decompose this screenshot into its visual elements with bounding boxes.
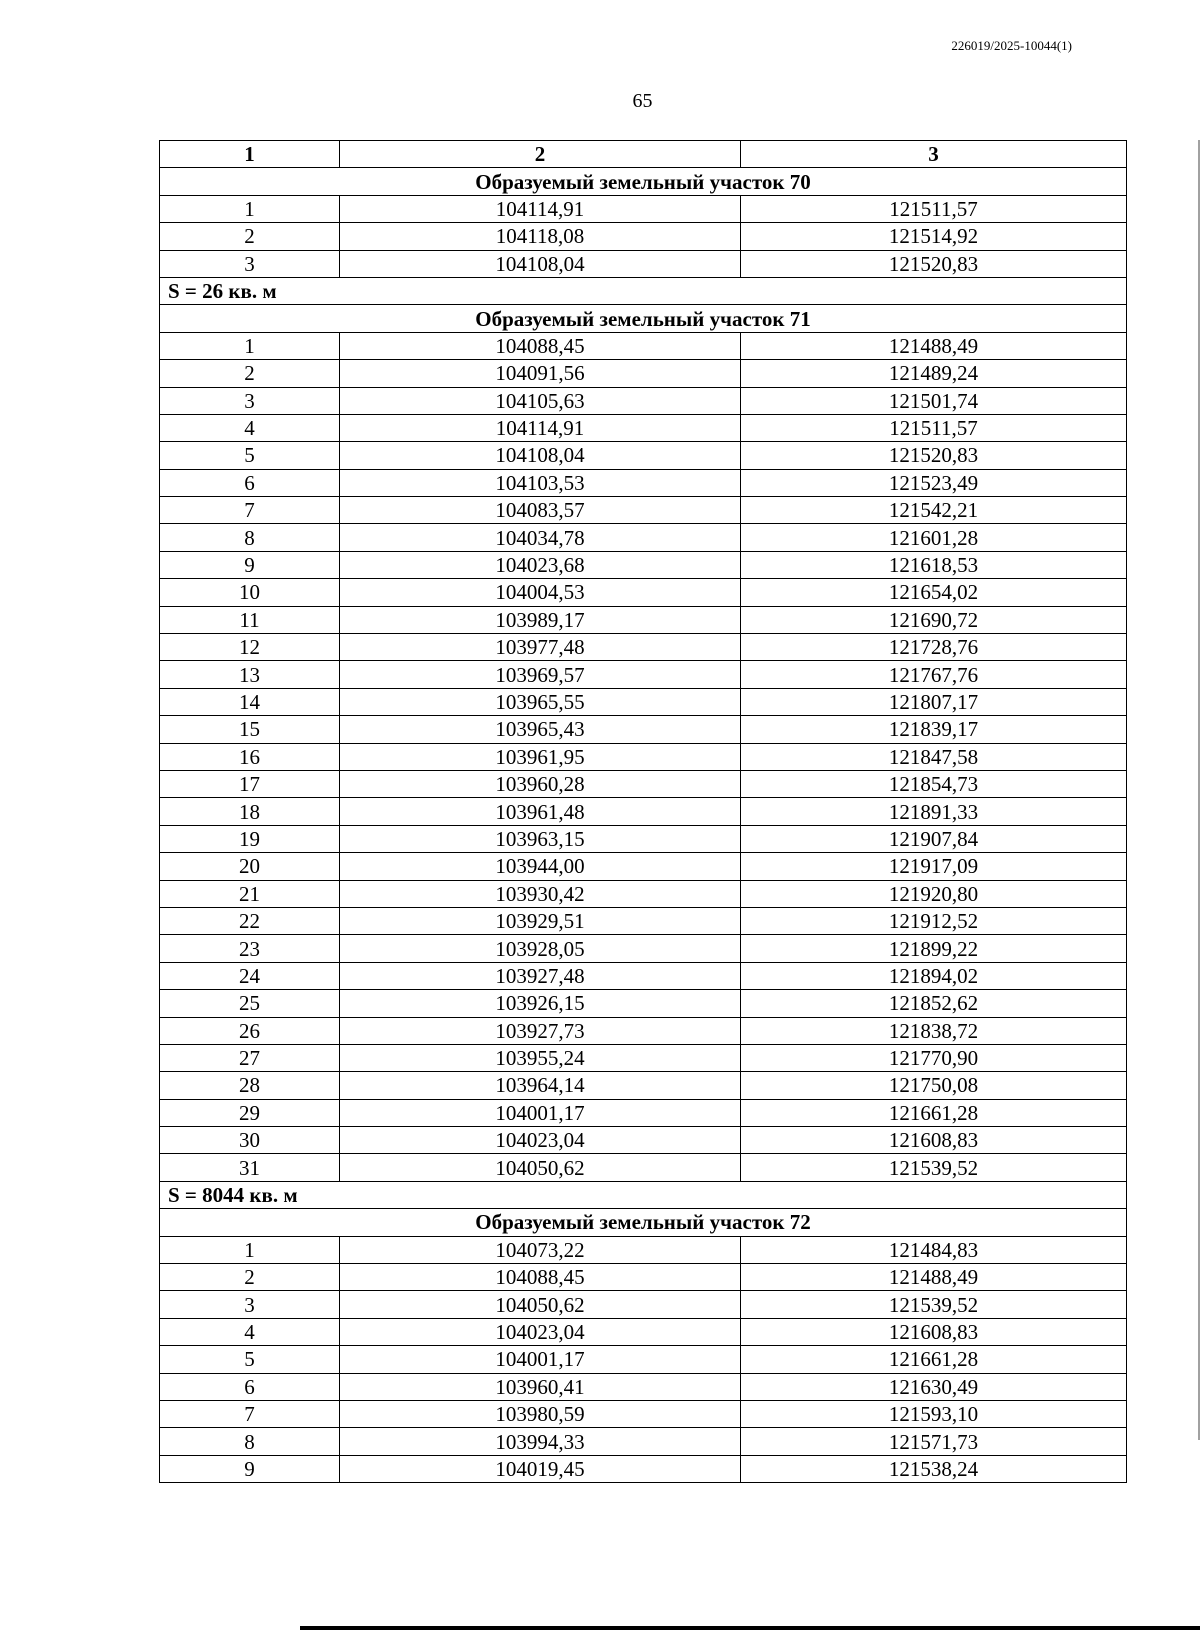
x-coordinate-cell: 103980,59 [340, 1400, 741, 1427]
coordinates-table [159, 140, 1127, 1483]
table-row [160, 1017, 1127, 1044]
header-cell-y: 3 [741, 141, 1127, 168]
y-coordinate-cell: 121750,08 [741, 1072, 1127, 1099]
y-coordinate-cell: 121770,90 [741, 1044, 1127, 1071]
y-coordinate-cell: 121899,22 [741, 935, 1127, 962]
point-number-cell: 7 [160, 1400, 340, 1427]
table-row [160, 551, 1127, 578]
parcel-section-row [160, 305, 1127, 332]
table-row [160, 442, 1127, 469]
y-coordinate-cell: 121488,49 [741, 332, 1127, 359]
table-row [160, 250, 1127, 277]
x-coordinate-cell: 104004,53 [340, 579, 741, 606]
y-coordinate-cell: 121690,72 [741, 606, 1127, 633]
x-coordinate-cell: 103963,15 [340, 825, 741, 852]
x-coordinate-cell: 103944,00 [340, 853, 741, 880]
parcel-area: S = 8044 кв. м [160, 1181, 1127, 1208]
y-coordinate-cell: 121489,24 [741, 360, 1127, 387]
x-coordinate-cell: 104073,22 [340, 1236, 741, 1263]
y-coordinate-cell: 121501,74 [741, 387, 1127, 414]
table-header-row [160, 141, 1127, 168]
table-row [160, 1455, 1127, 1482]
table-row [160, 414, 1127, 441]
x-coordinate-cell: 104050,62 [340, 1154, 741, 1181]
point-number-cell: 1 [160, 332, 340, 359]
y-coordinate-cell: 121728,76 [741, 634, 1127, 661]
table-row [160, 1400, 1127, 1427]
x-coordinate-cell: 103929,51 [340, 907, 741, 934]
point-number-cell: 6 [160, 469, 340, 496]
y-coordinate-cell: 121630,49 [741, 1373, 1127, 1400]
x-coordinate-cell: 104023,68 [340, 551, 741, 578]
table-row [160, 990, 1127, 1017]
x-coordinate-cell: 104114,91 [340, 414, 741, 441]
page-number: 65 [632, 90, 653, 112]
x-coordinate-cell: 103926,15 [340, 990, 741, 1017]
point-number-cell: 18 [160, 798, 340, 825]
table-row [160, 1291, 1127, 1318]
point-number-cell: 19 [160, 825, 340, 852]
table-row [160, 579, 1127, 606]
point-number-cell: 8 [160, 524, 340, 551]
x-coordinate-cell: 104088,45 [340, 332, 741, 359]
x-coordinate-cell: 103961,95 [340, 743, 741, 770]
point-number-cell: 4 [160, 414, 340, 441]
table-row [160, 1236, 1127, 1263]
point-number-cell: 4 [160, 1318, 340, 1345]
y-coordinate-cell: 121807,17 [741, 688, 1127, 715]
y-coordinate-cell: 121539,52 [741, 1291, 1127, 1318]
table-row [160, 497, 1127, 524]
x-coordinate-cell: 103955,24 [340, 1044, 741, 1071]
x-coordinate-cell: 103930,42 [340, 880, 741, 907]
point-number-cell: 6 [160, 1373, 340, 1400]
point-number-cell: 14 [160, 688, 340, 715]
x-coordinate-cell: 104019,45 [340, 1455, 741, 1482]
x-coordinate-cell: 104105,63 [340, 387, 741, 414]
parcel-title: Образуемый земельный участок 71 [160, 305, 1127, 332]
point-number-cell: 26 [160, 1017, 340, 1044]
point-number-cell: 22 [160, 907, 340, 934]
x-coordinate-cell: 104001,17 [340, 1346, 741, 1373]
x-coordinate-cell: 104034,78 [340, 524, 741, 551]
table-row [160, 1264, 1127, 1291]
table-row [160, 661, 1127, 688]
y-coordinate-cell: 121852,62 [741, 990, 1127, 1017]
x-coordinate-cell: 103960,28 [340, 770, 741, 797]
point-number-cell: 3 [160, 387, 340, 414]
table-row [160, 223, 1127, 250]
parcel-section-row [160, 1209, 1127, 1236]
x-coordinate-cell: 103977,48 [340, 634, 741, 661]
y-coordinate-cell: 121608,83 [741, 1127, 1127, 1154]
point-number-cell: 24 [160, 962, 340, 989]
x-coordinate-cell: 103965,55 [340, 688, 741, 715]
parcel-title: Образуемый земельный участок 72 [160, 1209, 1127, 1236]
bottom-rule [300, 1626, 1200, 1630]
x-coordinate-cell: 103989,17 [340, 606, 741, 633]
y-coordinate-cell: 121917,09 [741, 853, 1127, 880]
table-row [160, 1099, 1127, 1126]
x-coordinate-cell: 103927,48 [340, 962, 741, 989]
point-number-cell: 30 [160, 1127, 340, 1154]
y-coordinate-cell: 121894,02 [741, 962, 1127, 989]
x-coordinate-cell: 103928,05 [340, 935, 741, 962]
table-row [160, 853, 1127, 880]
point-number-cell: 11 [160, 606, 340, 633]
x-coordinate-cell: 104091,56 [340, 360, 741, 387]
document-number: 226019/2025-10044(1) [951, 38, 1072, 53]
x-coordinate-cell: 104050,62 [340, 1291, 741, 1318]
point-number-cell: 15 [160, 716, 340, 743]
y-coordinate-cell: 121891,33 [741, 798, 1127, 825]
y-coordinate-cell: 121907,84 [741, 825, 1127, 852]
point-number-cell: 5 [160, 1346, 340, 1373]
point-number-cell: 16 [160, 743, 340, 770]
table-row [160, 1373, 1127, 1400]
point-number-cell: 17 [160, 770, 340, 797]
x-coordinate-cell: 104103,53 [340, 469, 741, 496]
table-row [160, 634, 1127, 661]
point-number-cell: 12 [160, 634, 340, 661]
point-number-cell: 1 [160, 1236, 340, 1263]
x-coordinate-cell: 104023,04 [340, 1318, 741, 1345]
y-coordinate-cell: 121520,83 [741, 442, 1127, 469]
x-coordinate-cell: 103960,41 [340, 1373, 741, 1400]
table-row [160, 1072, 1127, 1099]
y-coordinate-cell: 121854,73 [741, 770, 1127, 797]
y-coordinate-cell: 121571,73 [741, 1428, 1127, 1455]
x-coordinate-cell: 104023,04 [340, 1127, 741, 1154]
point-number-cell: 29 [160, 1099, 340, 1126]
point-number-cell: 25 [160, 990, 340, 1017]
x-coordinate-cell: 104001,17 [340, 1099, 741, 1126]
y-coordinate-cell: 121542,21 [741, 497, 1127, 524]
point-number-cell: 9 [160, 551, 340, 578]
point-number-cell: 5 [160, 442, 340, 469]
x-coordinate-cell: 104083,57 [340, 497, 741, 524]
y-coordinate-cell: 121838,72 [741, 1017, 1127, 1044]
y-coordinate-cell: 121847,58 [741, 743, 1127, 770]
point-number-cell: 20 [160, 853, 340, 880]
y-coordinate-cell: 121920,80 [741, 880, 1127, 907]
parcel-section-row [160, 168, 1127, 195]
x-coordinate-cell: 103964,14 [340, 1072, 741, 1099]
point-number-cell: 28 [160, 1072, 340, 1099]
table-row [160, 716, 1127, 743]
x-coordinate-cell: 104108,04 [340, 250, 741, 277]
y-coordinate-cell: 121538,24 [741, 1455, 1127, 1482]
table-row [160, 360, 1127, 387]
x-coordinate-cell: 104108,04 [340, 442, 741, 469]
y-coordinate-cell: 121539,52 [741, 1154, 1127, 1181]
x-coordinate-cell: 103994,33 [340, 1428, 741, 1455]
y-coordinate-cell: 121618,53 [741, 551, 1127, 578]
y-coordinate-cell: 121608,83 [741, 1318, 1127, 1345]
y-coordinate-cell: 121511,57 [741, 414, 1127, 441]
coordinates-table-body [160, 141, 1127, 1483]
table-row [160, 1127, 1127, 1154]
y-coordinate-cell: 121523,49 [741, 469, 1127, 496]
y-coordinate-cell: 121839,17 [741, 716, 1127, 743]
point-number-cell: 23 [160, 935, 340, 962]
table-row [160, 524, 1127, 551]
point-number-cell: 9 [160, 1455, 340, 1482]
y-coordinate-cell: 121767,76 [741, 661, 1127, 688]
table-row [160, 1346, 1127, 1373]
point-number-cell: 10 [160, 579, 340, 606]
parcel-area: S = 26 кв. м [160, 277, 1127, 304]
parcel-title: Образуемый земельный участок 70 [160, 168, 1127, 195]
y-coordinate-cell: 121661,28 [741, 1099, 1127, 1126]
x-coordinate-cell: 104118,08 [340, 223, 741, 250]
point-number-cell: 3 [160, 250, 340, 277]
point-number-cell: 2 [160, 223, 340, 250]
parcel-area-row [160, 277, 1127, 304]
y-coordinate-cell: 121484,83 [741, 1236, 1127, 1263]
y-coordinate-cell: 121520,83 [741, 250, 1127, 277]
point-number-cell: 1 [160, 195, 340, 222]
point-number-cell: 8 [160, 1428, 340, 1455]
table-row [160, 798, 1127, 825]
y-coordinate-cell: 121488,49 [741, 1264, 1127, 1291]
table-row [160, 743, 1127, 770]
point-number-cell: 27 [160, 1044, 340, 1071]
table-row [160, 935, 1127, 962]
x-coordinate-cell: 103927,73 [340, 1017, 741, 1044]
point-number-cell: 3 [160, 1291, 340, 1318]
table-row [160, 1044, 1127, 1071]
y-coordinate-cell: 121511,57 [741, 195, 1127, 222]
x-coordinate-cell: 104088,45 [340, 1264, 741, 1291]
parcel-area-row [160, 1181, 1127, 1208]
table-row [160, 907, 1127, 934]
y-coordinate-cell: 121514,92 [741, 223, 1127, 250]
header-cell-point: 1 [160, 141, 340, 168]
y-coordinate-cell: 121593,10 [741, 1400, 1127, 1427]
table-row [160, 688, 1127, 715]
point-number-cell: 2 [160, 1264, 340, 1291]
x-coordinate-cell: 104114,91 [340, 195, 741, 222]
x-coordinate-cell: 103961,48 [340, 798, 741, 825]
table-row [160, 332, 1127, 359]
table-row [160, 1428, 1127, 1455]
table-row [160, 962, 1127, 989]
header-cell-x: 2 [340, 141, 741, 168]
table-row [160, 1318, 1127, 1345]
point-number-cell: 21 [160, 880, 340, 907]
table-row [160, 1154, 1127, 1181]
table-row [160, 825, 1127, 852]
x-coordinate-cell: 103965,43 [340, 716, 741, 743]
point-number-cell: 7 [160, 497, 340, 524]
table-row [160, 880, 1127, 907]
y-coordinate-cell: 121654,02 [741, 579, 1127, 606]
point-number-cell: 31 [160, 1154, 340, 1181]
point-number-cell: 2 [160, 360, 340, 387]
table-row [160, 387, 1127, 414]
y-coordinate-cell: 121661,28 [741, 1346, 1127, 1373]
table-row [160, 770, 1127, 797]
table-row [160, 606, 1127, 633]
table-row [160, 195, 1127, 222]
table-row [160, 469, 1127, 496]
point-number-cell: 13 [160, 661, 340, 688]
x-coordinate-cell: 103969,57 [340, 661, 741, 688]
y-coordinate-cell: 121601,28 [741, 524, 1127, 551]
y-coordinate-cell: 121912,52 [741, 907, 1127, 934]
